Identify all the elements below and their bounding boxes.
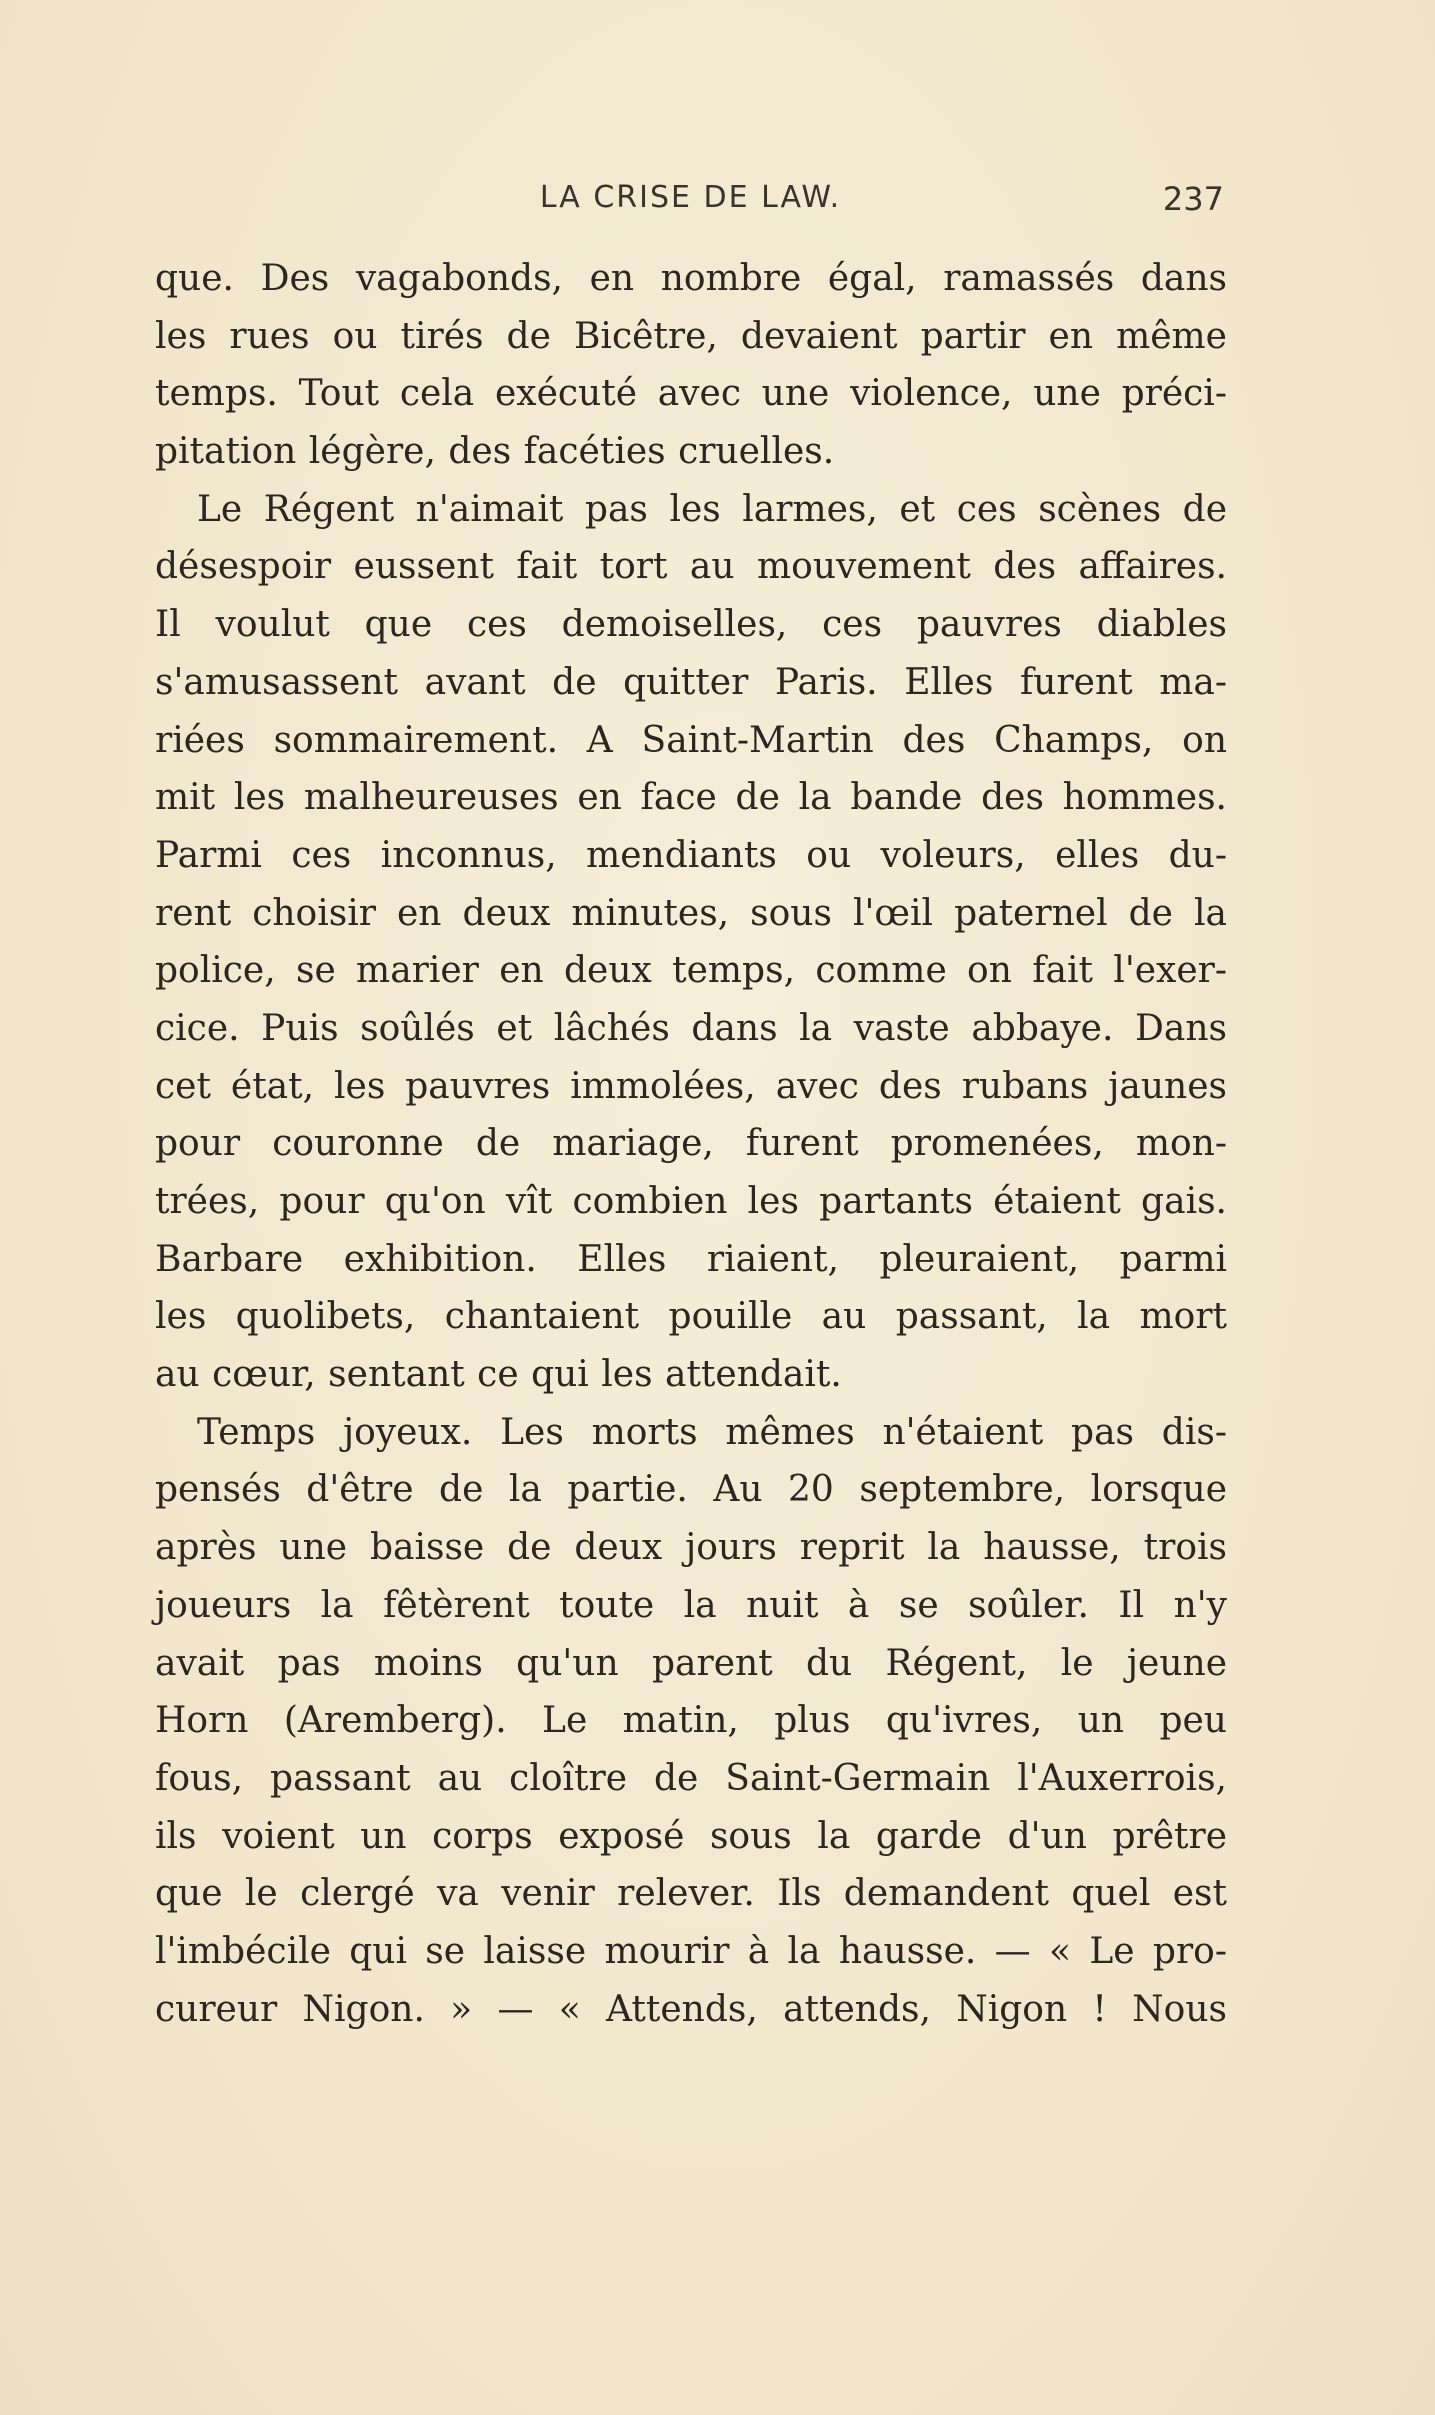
text-line: avait pas moins qu'un parent du Régent, le jeune — [155, 1642, 1227, 1684]
text-line: l'imbécile qui se laisse mourir à la hausse. — « Le pro- — [155, 1930, 1227, 1972]
text-line: Temps joyeux. Les morts mêmes n'étaient pas dis- — [197, 1411, 1227, 1453]
text-line: Parmi ces inconnus, mendiants ou voleurs, elles du- — [155, 834, 1227, 876]
text-line: cet état, les pauvres immolées, avec des rubans jaunes — [155, 1065, 1227, 1107]
text-line: pour couronne de mariage, furent promenées, mon- — [155, 1123, 1227, 1165]
text-line: rent choisir en deux minutes, sous l'œil paternel de la — [155, 892, 1227, 934]
text-line: joueurs la fêtèrent toute la nuit à se soûler. Il n'y — [155, 1584, 1227, 1626]
text-line: s'amusassent avant de quitter Paris. Elles furent ma- — [155, 661, 1227, 703]
text-line: police, se marier en deux temps, comme on fait l'exer- — [155, 950, 1227, 992]
text-line: riées sommairement. A Saint-Martin des Champs, on — [155, 719, 1227, 761]
text-line: que. Des vagabonds, en nombre égal, ramassés dans — [155, 258, 1227, 299]
running-title: LA CRISE DE LAW. — [539, 180, 842, 215]
text-line: fous, passant au cloître de Saint-Germain l'Auxerrois, — [155, 1757, 1227, 1799]
text-line: pitation légère, des facéties cruelles. — [155, 431, 835, 473]
text-line: désespoir eussent fait tort au mouvement des affaires. — [155, 546, 1227, 588]
text-line: Le Régent n'aimait pas les larmes, et ces scènes de — [197, 488, 1227, 530]
text-line: Barbare exhibition. Elles riaient, pleuraient, parmi — [155, 1238, 1227, 1280]
text-line: ils voient un corps exposé sous la garde d'un prêtre — [155, 1815, 1227, 1857]
text-line: cureur Nigon. » — « Attends, attends, Nigon ! Nous — [155, 1988, 1227, 2030]
text-line: Horn (Aremberg). Le matin, plus qu'ivres, un peu — [155, 1700, 1227, 1742]
text-line: cice. Puis soûlés et lâchés dans la vaste abbaye. Dans — [155, 1007, 1227, 1049]
page-number: 237 — [1162, 180, 1224, 218]
body-text — [155, 250, 1227, 2038]
text-line: temps. Tout cela exécuté avec une violence, une préci- — [155, 373, 1227, 415]
text-line: les rues ou tirés de Bicêtre, devaient partir en même — [155, 315, 1227, 357]
running-head — [157, 180, 1224, 228]
text-line: au cœur, sentant ce qui les attendait. — [155, 1354, 842, 1396]
text-line: Il voulut que ces demoiselles, ces pauvres diables — [155, 604, 1227, 646]
text-line: trées, pour qu'on vît combien les partants étaient gais. — [155, 1181, 1227, 1222]
text-line: les quolibets, chantaient pouille au passant, la mort — [155, 1296, 1227, 1338]
text-line: mit les malheureuses en face de la bande des hommes. — [155, 777, 1227, 819]
text-line: après une baisse de deux jours reprit la hausse, trois — [155, 1527, 1227, 1569]
text-line: pensés d'être de la partie. Au 20 septembre, lorsque — [155, 1469, 1227, 1511]
text-line: que le clergé va venir relever. Ils demandent quel est — [155, 1873, 1227, 1915]
